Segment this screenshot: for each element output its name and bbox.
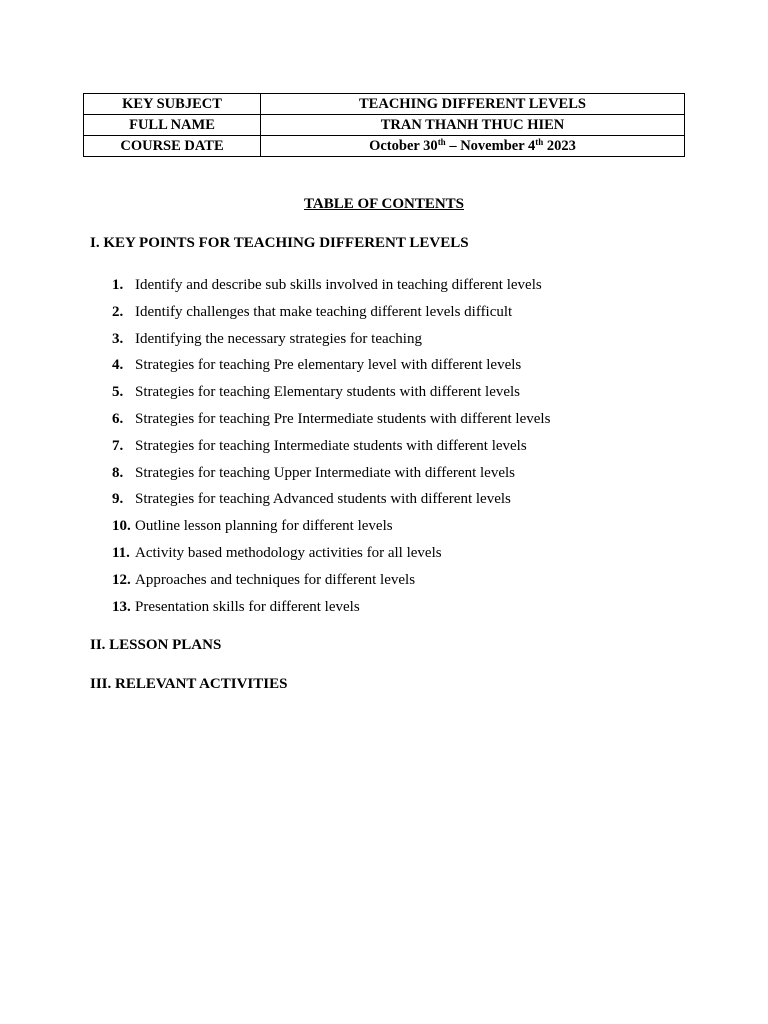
course-date-value	[261, 136, 685, 157]
toc-item-number: 13.	[112, 598, 131, 615]
toc-item-number: 8.	[112, 464, 124, 481]
toc-item-text: Identifying the necessary strategies for teaching	[135, 330, 422, 347]
info-row-name	[84, 115, 685, 136]
key-subject-label: KEY SUBJECT	[84, 94, 261, 115]
course-date-year: 2023	[543, 138, 576, 154]
toc-item-number: 7.	[112, 437, 124, 454]
toc-item-number: 12.	[112, 571, 131, 588]
info-row-subject	[84, 94, 685, 115]
toc-item-text: Activity based methodology activities for all levels	[135, 544, 442, 561]
toc-item-number: 5.	[112, 384, 124, 401]
toc-item-number: 9.	[112, 491, 124, 508]
section-heading-lesson-plans: II. LESSON PLANS	[90, 637, 222, 653]
toc-item	[112, 436, 550, 463]
course-date-separator: – November 4	[445, 138, 536, 154]
toc-item	[112, 329, 550, 356]
toc-item-text: Outline lesson planning for different levels	[135, 518, 393, 535]
course-date-start-suffix: th	[437, 137, 446, 147]
toc-item-text: Strategies for teaching Elementary students with different levels	[135, 384, 521, 401]
toc-item-text: Identify and describe sub skills involved in teaching different levels	[135, 277, 542, 293]
course-date-end-suffix: th	[535, 137, 544, 147]
toc-title: TABLE OF CONTENTS	[303, 196, 465, 212]
toc-item-number: 4.	[112, 357, 124, 374]
toc-item	[112, 382, 550, 409]
toc-item-text: Strategies for teaching Upper Intermediate with different levels	[135, 464, 515, 481]
toc-item-text: Strategies for teaching Advanced students with different levels	[135, 491, 511, 508]
info-table	[83, 93, 685, 157]
toc-item	[112, 543, 550, 570]
toc-item-text: Strategies for teaching Pre elementary level with different levels	[135, 357, 522, 374]
toc-item-text: Strategies for teaching Intermediate students with different levels	[135, 437, 527, 454]
course-date-label: COURSE DATE	[84, 136, 261, 157]
toc-item	[112, 355, 550, 382]
toc-list	[112, 275, 550, 623]
toc-item	[112, 275, 550, 302]
section-heading-key-points: I. KEY POINTS FOR TEACHING DIFFERENT LEVELS	[90, 235, 469, 251]
info-row-date	[84, 136, 685, 157]
toc-item-number: 11.	[112, 544, 130, 561]
toc-item-number: 2.	[112, 303, 124, 320]
toc-item-text: Presentation skills for different levels	[135, 598, 360, 615]
toc-item-text: Strategies for teaching Pre Intermediate students with different levels	[135, 410, 551, 427]
full-name-label: FULL NAME	[84, 115, 261, 136]
toc-item	[112, 597, 550, 624]
full-name-value: TRAN THANH THUC HIEN	[261, 115, 685, 136]
toc-item-number: 3.	[112, 330, 124, 347]
toc-item	[112, 570, 550, 597]
toc-item-text: Identify challenges that make teaching different levels difficult	[135, 303, 513, 320]
key-subject-value: TEACHING DIFFERENT LEVELS	[261, 94, 685, 115]
course-date-start: October 30	[369, 138, 438, 154]
toc-item-number: 10.	[112, 518, 131, 535]
toc-item	[112, 489, 550, 516]
toc-item-text: Approaches and techniques for different levels	[135, 571, 416, 588]
toc-item	[112, 409, 550, 436]
toc-item	[112, 463, 550, 490]
toc-item-number: 6.	[112, 410, 124, 427]
toc-item	[112, 516, 550, 543]
section-heading-relevant-activities: III. RELEVANT ACTIVITIES	[90, 676, 288, 692]
toc-item-number: 1.	[112, 277, 124, 293]
toc-item	[112, 302, 550, 329]
